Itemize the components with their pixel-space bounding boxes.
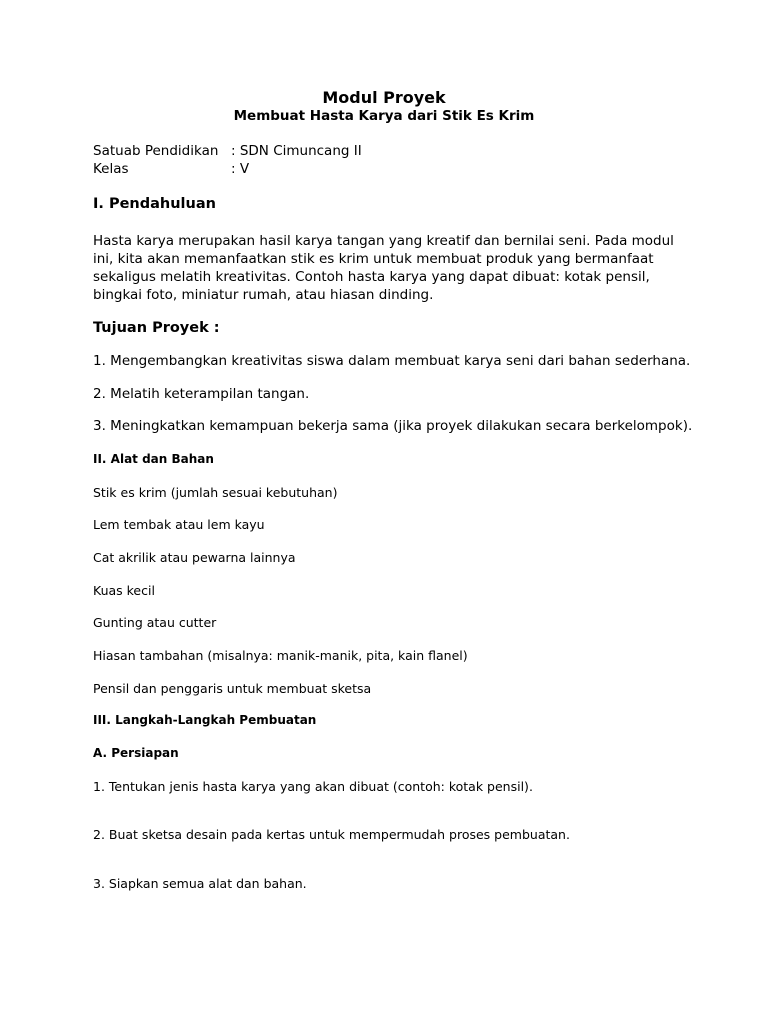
step-item: 3. Siapkan semua alat dan bahan. (93, 876, 307, 891)
step-item: 1. Tentukan jenis hasta karya yang akan dibuat (contoh: kotak pensil). (93, 779, 533, 794)
step-item: 2. Buat sketsa desain pada kertas untuk mempermudah proses pembuatan. (93, 827, 570, 842)
subsection-heading-persiapan: A. Persiapan (93, 746, 179, 760)
material-item: Stik es krim (jumlah sesuai kebutuhan) (93, 485, 338, 500)
section-heading-pendahuluan: I. Pendahuluan (93, 196, 216, 212)
tujuan-item: 1. Mengembangkan kreativitas siswa dalam membuat karya seni dari bahan sederhana. (93, 353, 691, 369)
material-item: Pensil dan penggaris untuk membuat sketsa (93, 681, 372, 696)
document-subtitle: Membuat Hasta Karya dari Stik Es Krim (233, 108, 535, 124)
section-heading-langkah: III. Langkah-Langkah Pembuatan (93, 713, 317, 727)
material-item: Gunting atau cutter (93, 615, 217, 630)
document-title: Modul Proyek (322, 88, 446, 107)
section-heading-alat-bahan: II. Alat dan Bahan (93, 452, 214, 466)
material-item: Lem tembak atau lem kayu (93, 517, 265, 532)
meta-label-class: Kelas (93, 161, 129, 177)
material-item: Cat akrilik atau pewarna lainnya (93, 550, 296, 565)
intro-paragraph: Hasta karya merupakan hasil karya tangan yang kreatif dan bernilai seni. Pada modul ini, kita akan memanfaatkan stik es krim untuk membuat produk yang bermanfaat sekaligus melatih kreativitas. Contoh hasta karya yang dapat dibuat: kotak pensil, bingkai foto, miniatur rumah, atau hiasan dinding. (93, 233, 674, 303)
material-item: Kuas kecil (93, 583, 155, 598)
meta-value-class: : V (231, 161, 250, 177)
tujuan-item: 2. Melatih keterampilan tangan. (93, 386, 310, 402)
meta-label-school: Satuab Pendidikan (93, 143, 219, 159)
meta-value-school: : SDN Cimuncang II (231, 143, 362, 159)
tujuan-item: 3. Meningkatkan kemampuan bekerja sama (jika proyek dilakukan secara berkelompok). (93, 418, 693, 434)
material-item: Hiasan tambahan (misalnya: manik-manik, pita, kain flanel) (93, 648, 468, 663)
section-heading-tujuan: Tujuan Proyek : (93, 320, 220, 336)
